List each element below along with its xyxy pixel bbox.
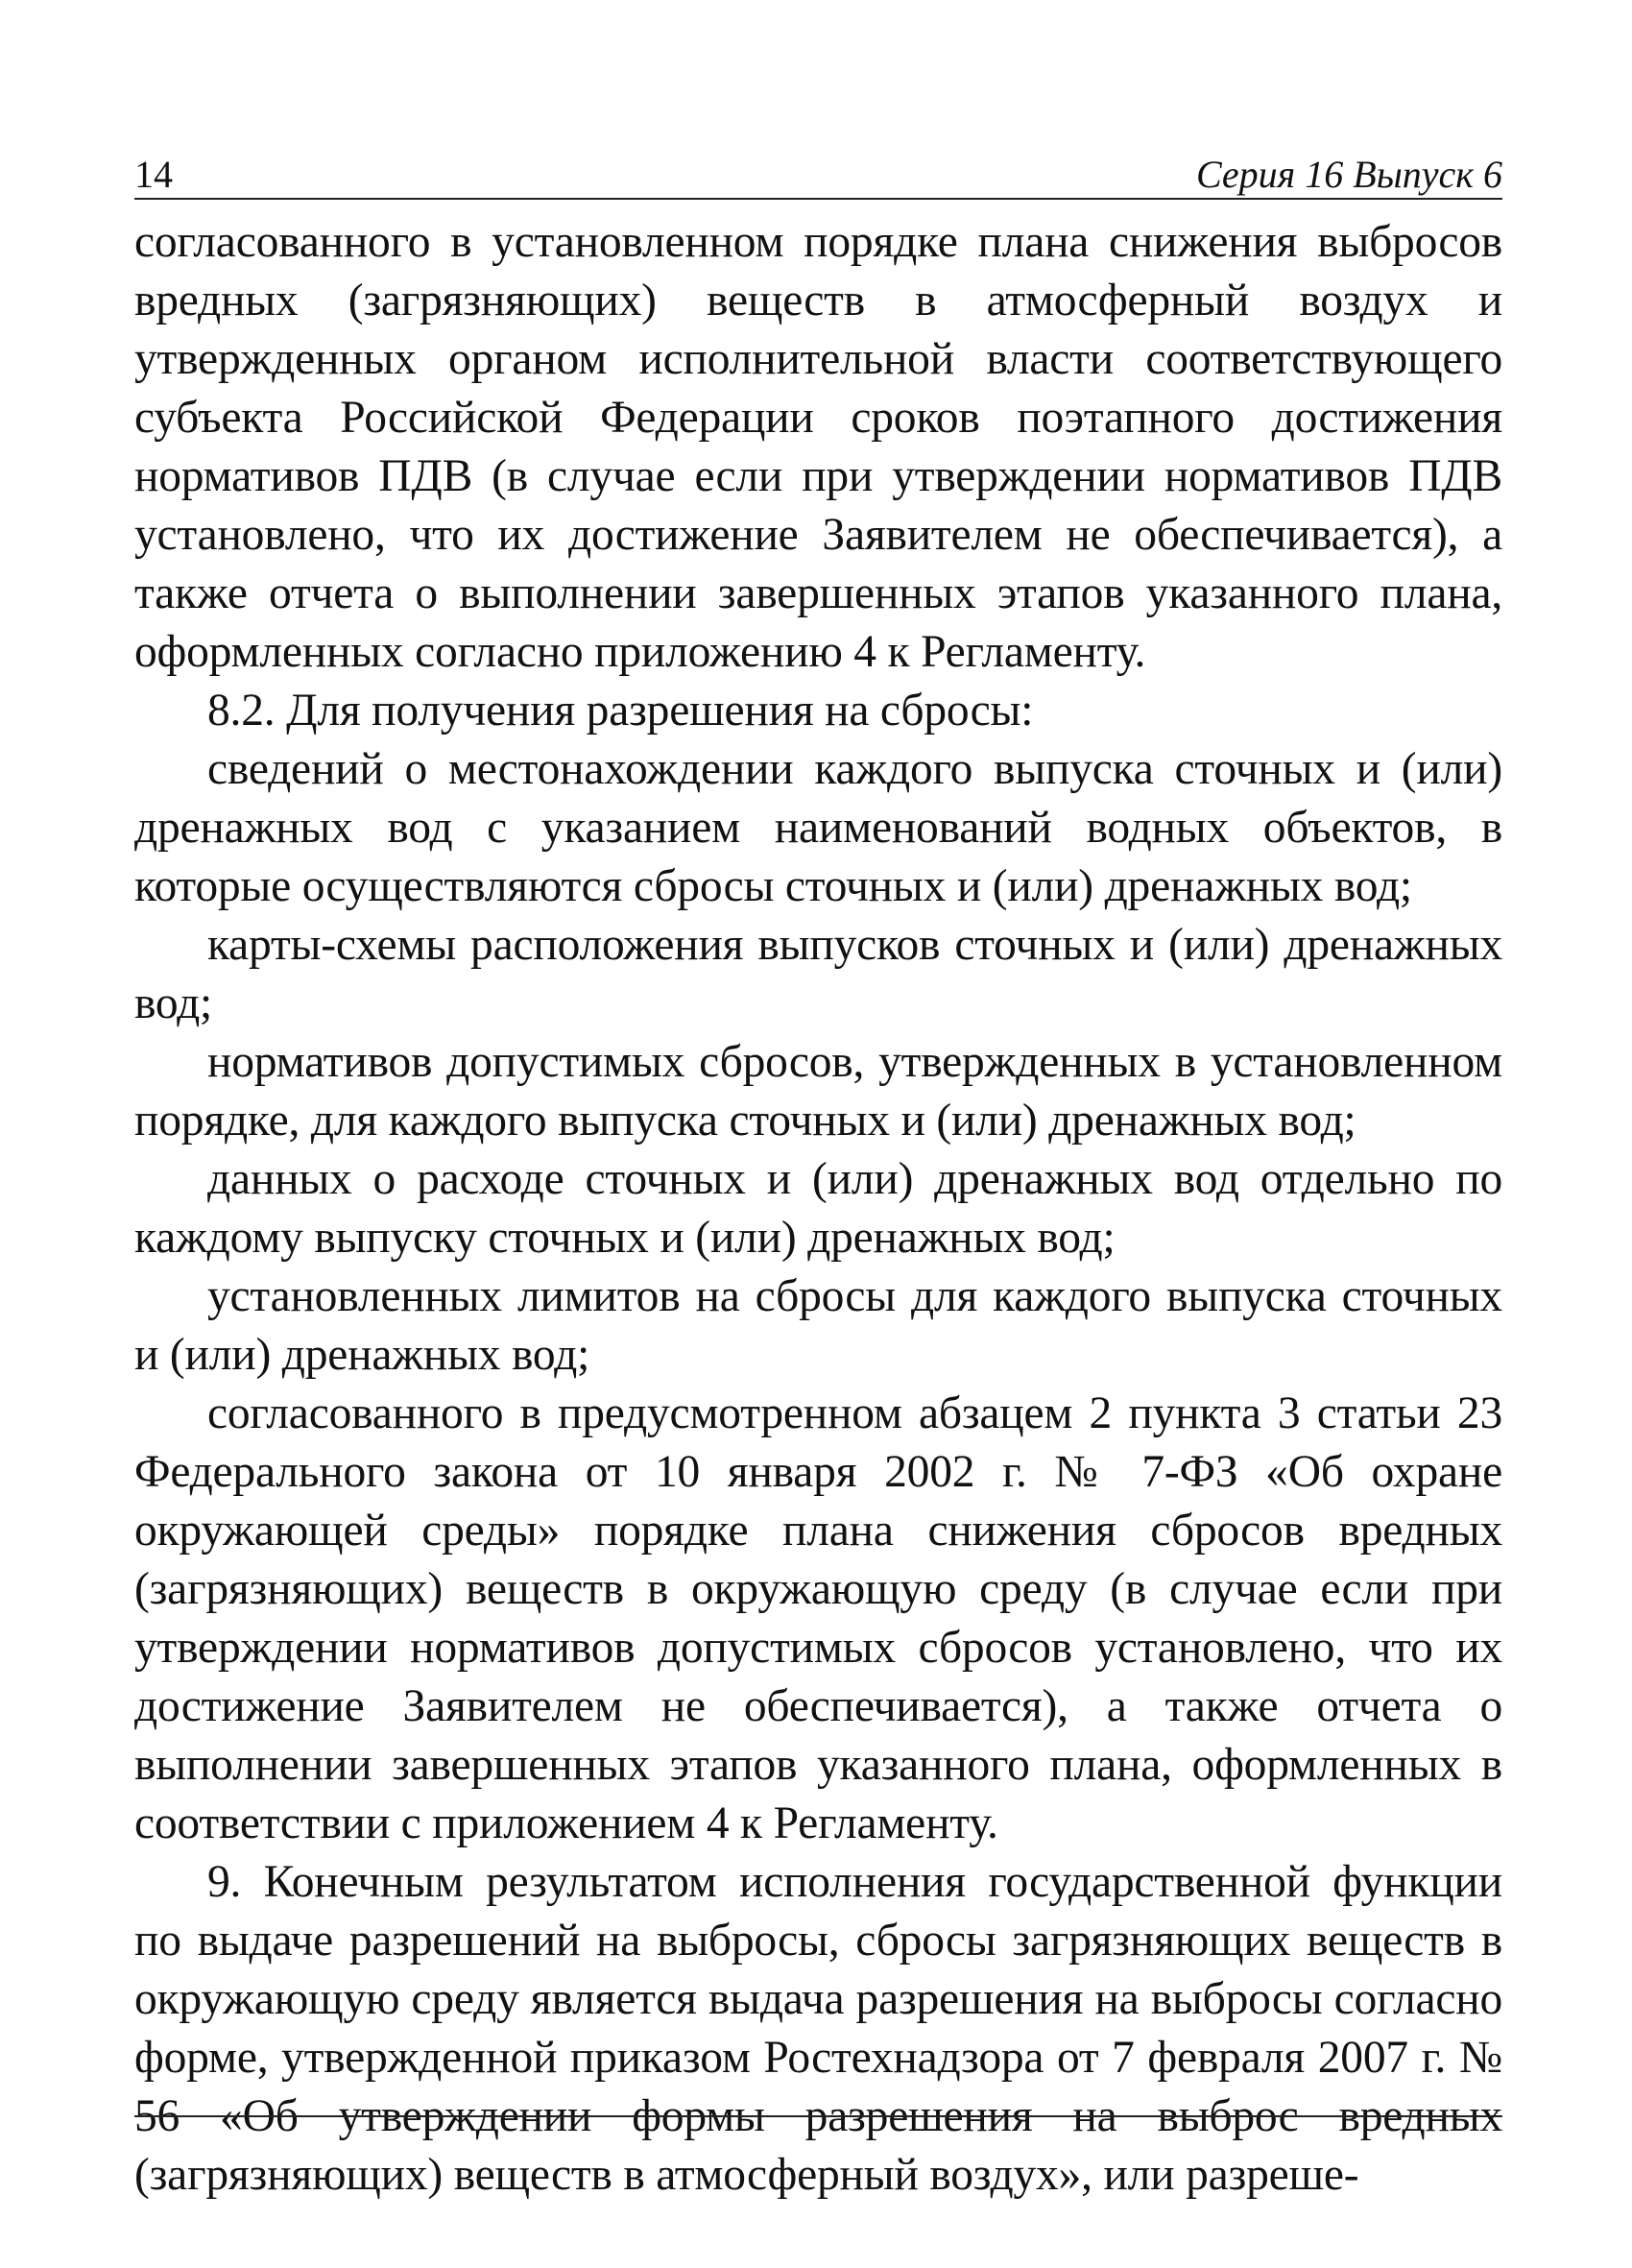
series-title: Серия 16 Выпуск 6	[1195, 153, 1502, 196]
paragraph: согласованного в предусмотренном абзацем 2 пункта 3 статьи 23 Федерального закона от 10 января 2002 г. № 7-ФЗ «Об охране окружающей среды» порядке плана снижения сбросов вредных (загрязняющих) веществ в окружающую среду (в случае если при утверждении нормативов допустимых сбросов установлено, что их достижение Заявителем не обеспечивается), а также отчета о выполнении завершенных этапов указанного плана, оформленных в соответствии с приложением 4 к Регламенту.	[134, 1388, 1502, 1848]
paragraph: 9. Конечным результатом исполнения государственной функции по выдаче разрешений на выбросы, сбросы загрязняющих веществ в окружающую среду является выдача разрешения на выбросы согласно форме, утвержденной приказом Ростехнадзора от 7 февраля 2007 г. № 56 «Об утверждении формы разрешения на выброс вредных (загрязняющих) веществ в атмосферный воздух», или разреше-	[134, 1857, 1502, 2200]
paragraph: 8.2. Для получения разрешения на сбросы:	[207, 686, 1034, 736]
paragraph: нормативов допустимых сбросов, утвержденных в установленном порядке, для каждого выпуска сточных и (или) дренажных вод;	[134, 1037, 1502, 1146]
page-number: 14	[134, 153, 173, 196]
document-page	[134, 144, 1502, 2205]
paragraph: карты-схемы расположения выпусков сточных и (или) дренажных вод;	[134, 920, 1502, 1028]
paragraph: сведений о местонахождении каждого выпуска сточных и (или) дренажных вод с указанием наименований водных объектов, в которые осуществляются сбросы сточных и (или) дренажных вод;	[134, 744, 1502, 911]
page-header	[134, 144, 1502, 200]
body-text	[134, 213, 1502, 2205]
paragraph: установленных лимитов на сбросы для каждого выпуска сточных и (или) дренажных вод;	[134, 1271, 1502, 1380]
paragraph: данных о расходе сточных и (или) дренажных вод отдельно по каждому выпуску сточных и (или) дренажных вод;	[134, 1154, 1502, 1263]
paragraph: согласованного в установленном порядке плана снижения выбросов вредных (загрязняющих) веществ в атмосферный воздух и утвержденных органом исполнительной власти соответствующего субъекта Российской Федерации сроков поэтапного достижения нормативов ПДВ (в случае если при утверждении нормативов ПДВ установлено, что их достижение Заявителем не обеспечивается), а также отчета о выполнении завершенных этапов указанного плана, оформленных согласно приложению 4 к Регламенту.	[134, 217, 1502, 677]
footer-rule	[134, 2115, 1502, 2117]
